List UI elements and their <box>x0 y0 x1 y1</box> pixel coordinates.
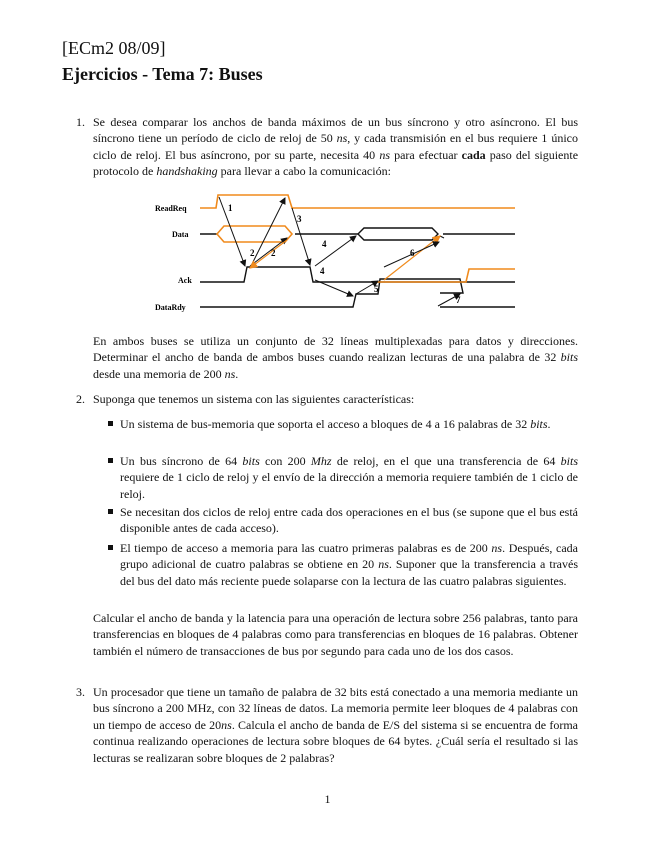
page-number: 1 <box>324 792 331 806</box>
step-label: 4 <box>322 239 327 249</box>
handshake-arrows <box>219 197 460 306</box>
step-label: 6 <box>410 248 415 258</box>
exercise-number: 2. <box>76 392 85 406</box>
step-label: 2 <box>250 248 255 258</box>
bullet-marker <box>108 421 113 426</box>
signal-label-ack: Ack <box>178 276 192 285</box>
bullet-marker <box>108 509 113 514</box>
list-item: Un bus síncrono de 64 bits con 200 Mhz de reloj, en el que una transferencia de 64 bits requiere de 1 ciclo de reloj y el envío de la dirección a memoria requiere también de 1 ciclo de reloj. <box>120 453 578 502</box>
step-label: 3 <box>297 214 302 224</box>
page-title: Ejercicios - Tema 7: Buses <box>62 64 263 84</box>
list-item: El tiempo de acceso a memoria para las cuatro primeras palabras es de 200 ns. Después, cada grupo adicional de cuatro palabras se obtiene en 20 ns. Suponer que la transferencia a través del bus del dato más reciente puede solaparse con la lectura de las cuatro palabras siguientes. <box>120 540 578 589</box>
exercise-number: 3. <box>76 685 85 699</box>
list-item: Un sistema de bus-memoria que soporta el acceso a bloques de 4 a 16 palabras de 32 bits. <box>120 416 578 432</box>
signal-label-data: Data <box>172 230 189 239</box>
step-label: 1 <box>228 203 233 213</box>
data-address-waveform <box>217 226 292 242</box>
signal-label-datardy: DataRdy <box>155 303 186 312</box>
exercise-2-intro: 2. Suponga que tenemos un sistema con las siguientes características: <box>76 392 415 406</box>
exercise-1-question: En ambos buses se utiliza un conjunto de 32 líneas multiplexadas para datos y direcciones. Determinar el ancho de banda de ambos buses cuando realizan lecturas de una palabra de 32 bits desde una memoria de 200 ns. <box>93 334 578 381</box>
step-label: 2 <box>271 248 276 258</box>
list-item: Se necesitan dos ciclos de reloj entre cada dos operaciones en el bus (se supone que el bus está disponible antes de cada acceso). <box>120 504 578 537</box>
signal-label-readreq: ReadReq <box>155 204 187 213</box>
step-label: 5 <box>374 284 379 294</box>
datardy-waveform <box>200 279 463 307</box>
course-header: [ECm2 08/09] <box>62 38 166 58</box>
exercise-number: 1. <box>76 115 85 129</box>
datardy-ack-orange <box>372 269 515 282</box>
exercise-1-intro: 1. Se desea comparar los anchos de banda máximos de un bus síncrono y otro asíncrono. El bus síncrono tiene un período de ciclo de reloj de 50 ns, y cada transmisión en el bus requiere 1 único ciclo de reloj. El bus asíncrono, por su parte, necesita 40 ns para efectuar cada paso del siguiente protocolo de handshaking para llevar a cabo la comunicación: <box>76 115 579 179</box>
step-label: 7 <box>456 295 461 305</box>
exercise-3: 3. Un procesador que tiene un tamaño de palabra de 32 bits está conectado a una memoria mediante un bus síncrono a 200 MHz, con 32 líneas de datos. La memoria permite leer bloques de 4 palabras con un tiempo de acceso de 20ns. Calcula el ancho de banda de E/S del sistema si se encuentra de forma continua realizando operaciones de lectura sobre bloques de 64 bytes. ¿Cuál sería el resultado si las lecturas se realizaran sobre bloques de 2 palabras? <box>76 685 578 765</box>
step-label: 4 <box>320 266 325 276</box>
handshake-timing-diagram <box>140 186 525 318</box>
exercise-2-question: Calcular el ancho de banda y la latencia para una operación de lectura sobre 256 palabras, tanto para transferencias en bloques de 4 palabras como para transferencias en bloques de 16 palabras. Obtener también el número de transacciones de bus por segundo para cada uno de los dos casos. <box>93 611 578 658</box>
readreq-waveform <box>200 195 515 208</box>
bullet-marker <box>108 545 113 550</box>
data-bus-waveform <box>200 228 515 240</box>
bullet-marker <box>108 458 113 463</box>
